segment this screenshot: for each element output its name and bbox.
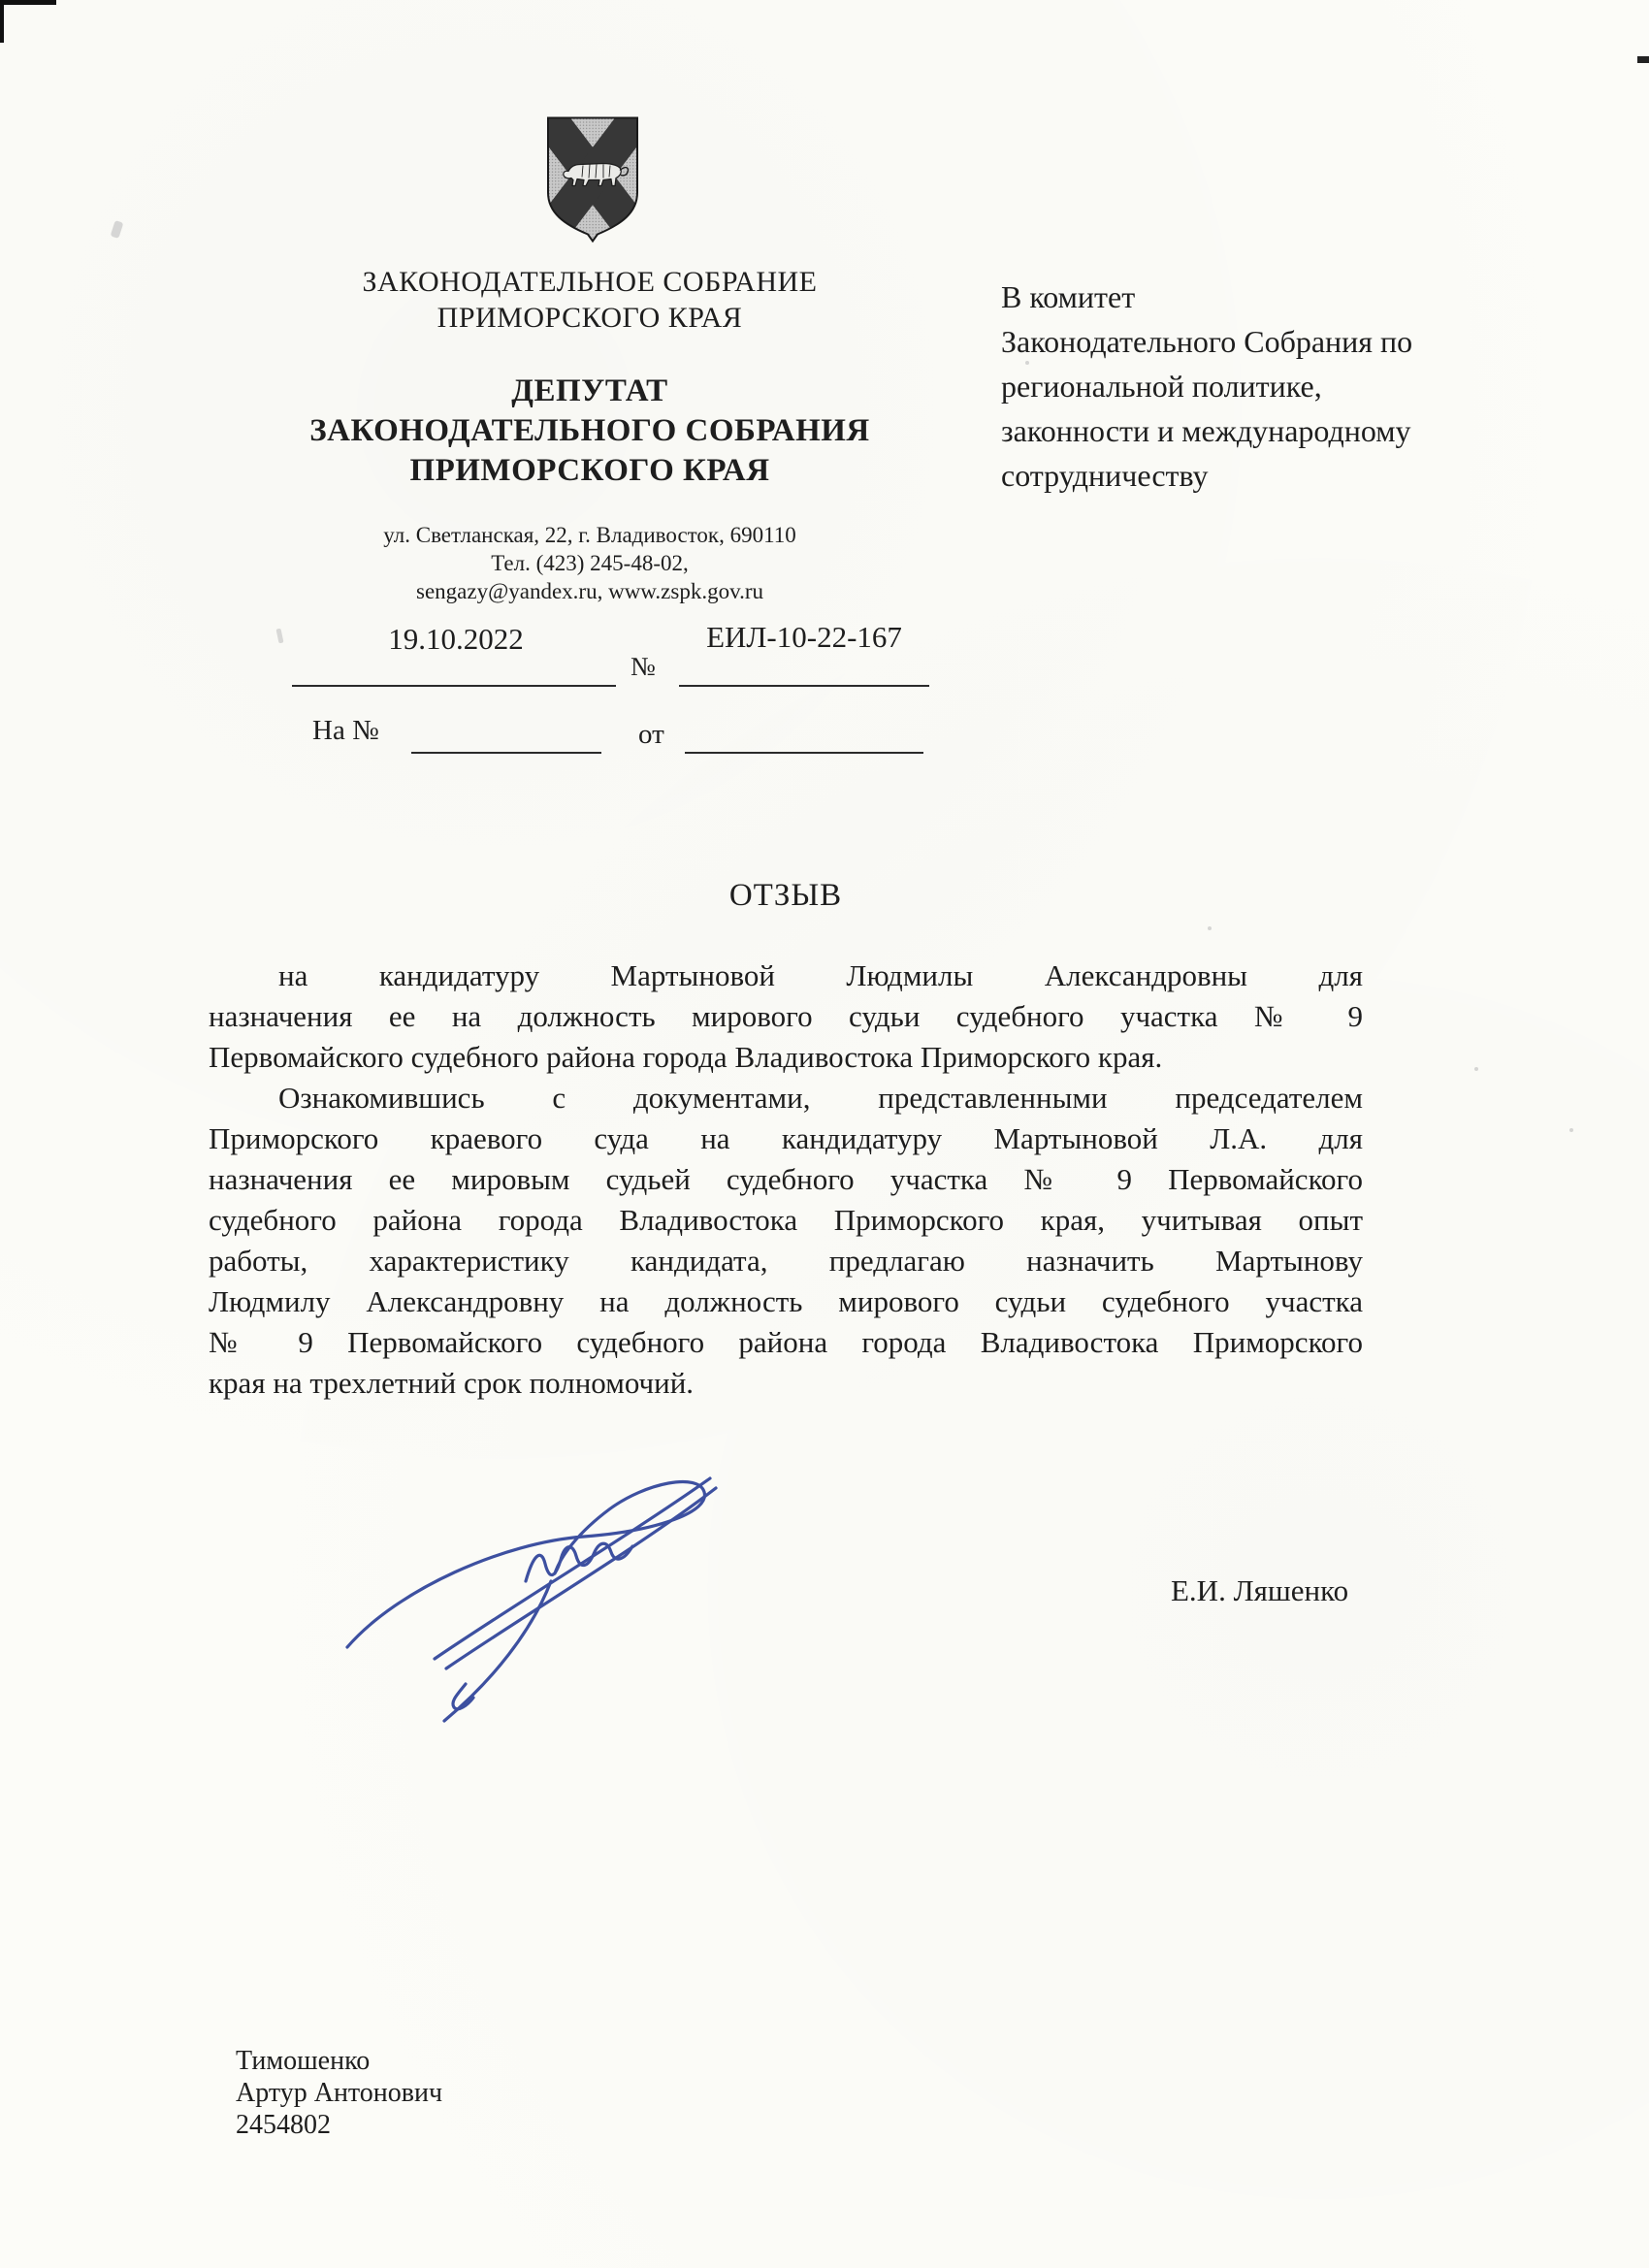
number-sign-label: № [630, 652, 656, 681]
scan-artifact [111, 220, 124, 239]
body-line: Первомайского судебного района города Владивостока Приморского края. [209, 1040, 1163, 1074]
executor-block [236, 2045, 643, 2141]
body-text [209, 956, 1363, 1404]
body-line: судебного района города Владивостока Приморского края, учитывая опыт [209, 1203, 1363, 1237]
letter-number: ЕИЛ-10-22-167 [706, 620, 902, 654]
department-title [241, 372, 939, 491]
handwritten-signature [320, 1453, 728, 1734]
body-line: Приморского краевого суда на кандидатуру Мартыновой Л.А. для [209, 1121, 1363, 1155]
in-reply-date-underline [685, 752, 923, 754]
body-line: Людмилу Александровну на должность мирового судьи судебного участка [209, 1284, 1363, 1318]
executor-name-patronymic: Артур Антонович [236, 2078, 443, 2108]
in-reply-to-label: На № [312, 715, 379, 746]
scan-artifact [275, 629, 283, 644]
scan-artifact [1569, 1128, 1573, 1132]
body-line: на кандидатуру Мартыновой Людмилы Александровны для [278, 958, 1363, 992]
number-underline [679, 685, 929, 687]
executor-phone: 2454802 [236, 2110, 331, 2140]
scan-artifact [0, 0, 56, 5]
body-line: Ознакомившись с документами, представленными председателем [278, 1081, 1363, 1115]
body-line: назначения ее мировым судьей судебного участка № 9 Первомайского [209, 1162, 1363, 1196]
recipient-line: Законодательного Собрания по [1001, 324, 1413, 359]
scan-artifact [1474, 1067, 1478, 1071]
signer-name: Е.И. Ляшенко [1171, 1573, 1349, 1607]
contact-phone: Тел. (423) 245-48-02, [491, 551, 689, 575]
contact-block [241, 521, 939, 605]
letter-date: 19.10.2022 [388, 622, 524, 656]
document-title: ОТЗЫВ [728, 878, 843, 913]
org-name-line1: ЗАКОНОДАТЕЛЬНОЕ СОБРАНИЕ [362, 266, 818, 298]
in-reply-from-label: от [638, 719, 664, 750]
contact-address: ул. Светланская, 22, г. Владивосток, 690110 [383, 523, 796, 547]
body-line: № 9 Первомайского судебного района города Владивостока Приморского [209, 1325, 1363, 1359]
primorsky-coat-of-arms-icon [545, 114, 640, 244]
recipient-line: региональной политике, [1001, 369, 1322, 404]
recipient-line: В комитет [1001, 279, 1136, 314]
scan-artifact [1637, 56, 1649, 63]
dept-line2: ЗАКОНОДАТЕЛЬНОГО СОБРАНИЯ [309, 413, 870, 448]
dept-line3: ПРИМОРСКОГО КРАЯ [409, 453, 770, 488]
scan-artifact [0, 0, 4, 43]
recipient-block [1001, 275, 1486, 498]
dept-line1: ДЕПУТАТ [511, 373, 668, 408]
executor-surname: Тимошенко [236, 2046, 371, 2076]
scan-artifact [1208, 926, 1212, 930]
body-line: назначения ее на должность мирового судьи судебного участка № 9 [209, 999, 1363, 1033]
org-name-line2: ПРИМОРСКОГО КРАЯ [436, 302, 743, 334]
body-line: работы, характеристику кандидата, предлагаю назначить Мартынову [209, 1244, 1363, 1278]
body-line: края на трехлетний срок полномочий. [209, 1366, 695, 1400]
recipient-line: сотрудничеству [1001, 458, 1209, 493]
contact-email-site: sengazy@yandex.ru, www.zspk.gov.ru [416, 579, 763, 603]
date-underline [292, 685, 616, 687]
recipient-line: законности и международному [1001, 413, 1411, 448]
in-reply-number-underline [411, 752, 601, 754]
org-name [241, 264, 939, 336]
